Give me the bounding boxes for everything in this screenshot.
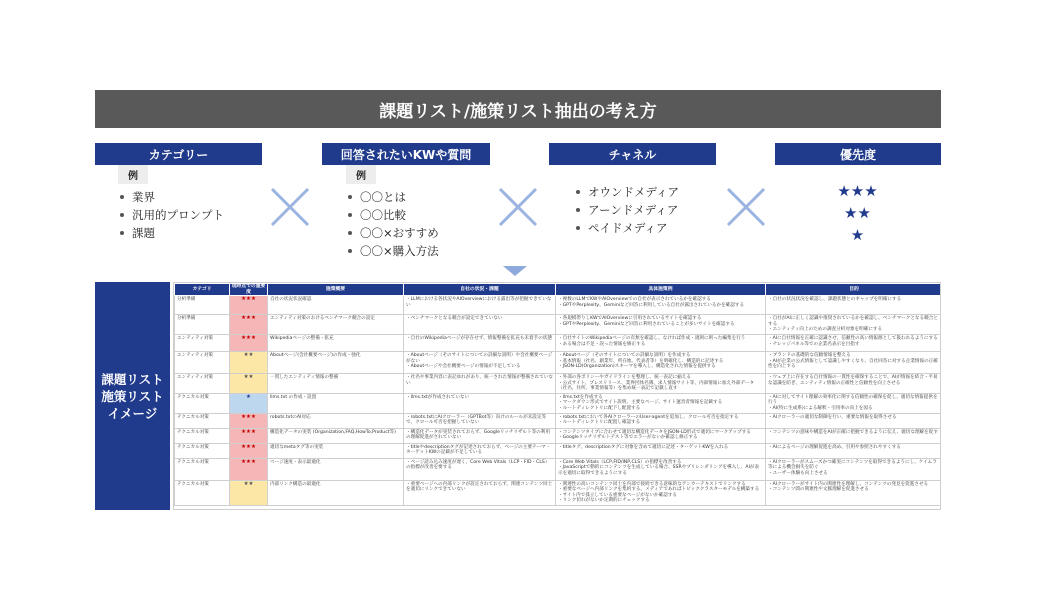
priority-cell: ★★ [230,480,268,505]
category-cell: テクニカル対策 [175,413,230,428]
summary-cell: Aboutページ(会社概要ページ)の作成・強化 [268,351,404,373]
list-item: アーンドメディア [574,201,679,219]
summary-cell: 自社の状況状況確認 [268,296,404,315]
goal-cell: ・AIによるページの理解促進を高め、引用や参照されやすくする [766,443,942,458]
action-cell: ・外部の各ポリシーやガイドラインを整理し、統一表記に揃える ・公式サイト、プレスリリース、業界団体名簿、求人情報サイト等、内部情報に加え外部データ（社名、住所、事業情報等）を集め統一表記で記載し直す [556,373,766,393]
column-header: 自社の状況・課題 [404,284,556,296]
side-label-line: 施策リスト [101,388,164,404]
action-cell: ・コンテンツタイプに合わせて適切な構造化データをJSON-LD形式で適切にマークアップする ・Googleリッチリザルトテスト等でエラーがないか確認し修正する [556,428,766,443]
list-item: 〇〇×おすすめ [346,224,439,242]
issue-cell: ・ベンチマークとなる競合が設定できていない [404,315,556,335]
side-label-line: 課題リスト [101,371,164,387]
star-icon: ★★★ [837,182,878,200]
summary-cell: 内部リンク構造の最適化 [268,480,404,505]
action-cell: ・各規模帯りしKWでAIOverviewに引用されているサイトを確認する ・GPTやPerplexity、Geminiなど回答に利用されていることが多いサイトを確認する [556,315,766,335]
side-label-line: イメージ [107,405,158,421]
channel-list [574,183,679,237]
category-cell: テクニカル対策 [175,393,230,413]
issue-cell: ・robots.txtにAIクローラー（GPTBot等）向けのルールが未設定等で、クロール可否を把握していない [404,413,556,428]
column-header: 目的 [766,284,942,296]
list-item: 〇〇とは [346,188,439,206]
channel-header: チャネル [549,143,716,165]
table-row [175,458,942,480]
list-item: 業界 [118,188,224,206]
priority-cell: ★★★ [230,428,268,443]
cross-icon [268,185,312,229]
table-row [175,315,942,335]
goal-cell: ・ブランドの基礎的な信頼情報を整える ・AIが企業の公式情報として認識しやすくなり、自社回答に対する企業情報の正確性を向上する [766,351,942,373]
table-row [175,334,942,351]
summary-cell: robots.txtのAI対応 [268,413,404,428]
category-cell: 分析準備 [175,315,230,335]
category-cell: テクニカル対策 [175,458,230,480]
table-row [175,413,942,428]
action-cell: ・複数のLLMでKWやAIOverviewでの自社が表示されているかを確認する ・GPTやPerplexity、Geminiなど回答に利用している自社が露出されているかを確認する [556,296,766,315]
issue-cell: ・llms.txtが作成されていない [404,393,556,413]
priority-stars [775,180,940,246]
table-row [175,296,942,315]
issue-cell: ・LLMにおける各状況やAIOverviewにおける露出等が把握できていない [404,296,556,315]
category-cell: テクニカル対策 [175,480,230,505]
page-title: 課題リスト/施策リスト抽出の考え方 [95,90,941,128]
summary-cell: ページ速度・表示最適化 [268,458,404,480]
action-cell: ・Aboutページ（そのサイトについての詳細な説明）を作成する ・基本情報（社名、創業年、所在地、代表者等）を明確化し、構造的に記述する ・JSON-LD(Organization)スキーマを導入し、構造化された情報を提供する [556,351,766,373]
list-item: 〇〇比較 [346,206,439,224]
list-item: 課題 [118,224,224,242]
kw-question-header: 回答されたいKWや質問 [322,143,490,165]
arrow-down-icon [503,266,527,276]
action-cell: ・llms.txtを作成する ・マークダウン形式でサイト説明、主要なページ、サイト運営者情報を記載する ・ルートディレクトリに配下し配置する [556,393,766,413]
category-cell: テクニカル対策 [175,428,230,443]
category-cell: エンティティ対策 [175,373,230,393]
list-item: 〇〇×購入方法 [346,242,439,260]
priority-header: 優先度 [775,143,941,165]
side-label [95,282,170,510]
issue-cell: ・自社のWikipediaページが存在せず、情報整備を拡充も未着手の状態 [404,334,556,351]
goal-cell: ・AIに対してサイト理解の効率化に関する信頼性の確保を促し、適切な情報提供を行う ・AI(特に生成系)による解釈・引用率の向上を図る [766,393,942,413]
issue-cell: ・構造化データが実装されておらず、Googleリッチリザルト等の利用の理解促進がされていない [404,428,556,443]
category-examples [118,165,224,242]
column-header: カテゴリ [175,284,230,296]
priority-cell: ★★★ [230,458,268,480]
summary-cell: llms.txt の作成・設置 [268,393,404,413]
goal-cell: ・AIに自社情報を正確に認識させ、信頼性の高い情報源として扱われるようにする ・ナレッジパネル等での企業名表示を目指す [766,334,942,351]
column-header: 現時点での重要度 [230,284,268,296]
table-row [175,393,942,413]
goal-cell: ・コンテンツの意味や構造をAIが正確に把握できるように伝え、適切な理解を促す [766,428,942,443]
issue-cell: ・ページ読み込み速度が遅く、Core Web Vitals（LCP・FID・CLS）の指標が改善を要する [404,458,556,480]
example-badge: 例 [118,165,148,184]
table-row [175,373,942,393]
priority-cell: ★★★ [230,315,268,335]
table-row [175,428,942,443]
list-item: 汎用的プロンプト [118,206,224,224]
priority-cell: ★★★ [230,413,268,428]
priority-cell: ★★ [230,351,268,373]
action-cell: ・関連性の高いコンテンツ同士を内部で接続できる意味的なアンカーテキストでリンクする ・重要なページへ内部リンクを集約する。メディアであればトピッククラスターモデルを構築する ・サイト内で孤立している重要なページがないか確認する ・リンク切れがないか定期的にチェックする [556,480,766,505]
goal-cell: ・ウェブ上に存在する自社情報の一貫性を確保することで、AIが情報を結合・平易な認識を防ぎ、エンティティ情報の正確性と信頼性を向上させる [766,373,942,393]
priority-cell: ★★★ [230,443,268,458]
star-icon: ★★ [844,204,871,222]
category-cell: エンティティ対策 [175,334,230,351]
list-item: ペイドメディア [574,219,679,237]
summary-cell: Wikipediaページの整備・拡充 [268,334,404,351]
category-cell: 分析準備 [175,296,230,315]
category-cell: エンティティ対策 [175,351,230,373]
issue-cell: ・社名や事業内容に表記ゆれがあり、統一された情報が整備されていない [404,373,556,393]
star-icon: ★ [850,226,865,244]
column-header: 具体施策例 [556,284,766,296]
priority-cell: ★★★ [230,334,268,351]
goal-cell: ・AIクローラーがスムーズかつ確実にコンテンツを取得できるようにし、ケイムラ等による機会損失を防ぐ ・ユーザー体験も向上させる [766,458,942,480]
list-item: オウンドメディア [574,183,679,201]
action-cell: ・robots.txtにおいて各AIクローラーのUser-agentを追加し、クロール可否を指定する ・ルートディレクトリに配置し確認する [556,413,766,428]
action-cell: ・Core Web Vitals（LCP,FID/INP,CLS）の指標を改善する ・JavaScriptで動的にコンテンツを生成している場合、SSRやプリレンダリングを導入し、AIが表示を適切に取得できるようにする [556,458,766,480]
issue-table [173,282,941,510]
issue-cell: ・重要ページへの内部リンクが設定されておらず、関連コンテンツ同士を適切にリンクできていない [404,480,556,505]
table-header-row [175,284,942,296]
summary-cell: 構造化データの実装 (Organization,FAQ,HowTo,Product等) [268,428,404,443]
kw-question-examples [346,165,439,260]
summary-cell: エンティティ対策のおけるベンチマーク競合の設定 [268,315,404,335]
goal-cell: ・自社の状況状況を確認し、課題状態とのギャップを明確にする [766,296,942,315]
summary-cell: 一貫したエンティティ情報の整備 [268,373,404,393]
cross-icon [496,185,540,229]
example-badge: 例 [346,165,376,184]
action-cell: ・titleタグ、descriptionタグに対象を含めて適切に記述・ターゲットKWを入れる [556,443,766,458]
goal-cell: ・AIクローラーがサイト内の関連性を理解し、コンテンツの発見を促進させる ・コンテンツ間の関連性や文脈理解を促進させる [766,480,942,505]
priority-cell: ★ [230,393,268,413]
goal-cell: ・AIクローラーの適切な制御を行い、重要な情報を取得させる [766,413,942,428]
category-cell: テクニカル対策 [175,443,230,458]
cross-icon [724,185,768,229]
table-row [175,443,942,458]
column-header: 施策概要 [268,284,404,296]
table-row [175,351,942,373]
priority-cell: ★★★ [230,296,268,315]
table-row [175,480,942,505]
issue-cell: ・Aboutページ（そのサイトについての詳細な説明）や会社概要ページがない ・Aboutページや会社概要ページの情報が不足している [404,351,556,373]
summary-cell: 適切なmetaタグ等の実装 [268,443,404,458]
issue-cell: ・titleやdescriptionタグが記述されておらず、ページの主要テーマ・ターゲットKWの記載が不足している [404,443,556,458]
goal-cell: ・自社がAIに正しく認識や推奨されているかを確認し、ベンチマークとなる競合とする ・エンティティ向上のための調査分析対象を明確にする [766,315,942,335]
action-cell: ・自社サイトのWikipediaページの有無を確認し、なければ作成・規則に則った編集を行う ・ある場合は不足・誤った情報を修正する [556,334,766,351]
priority-cell: ★★ [230,373,268,393]
category-header: カテゴリー [95,143,262,165]
